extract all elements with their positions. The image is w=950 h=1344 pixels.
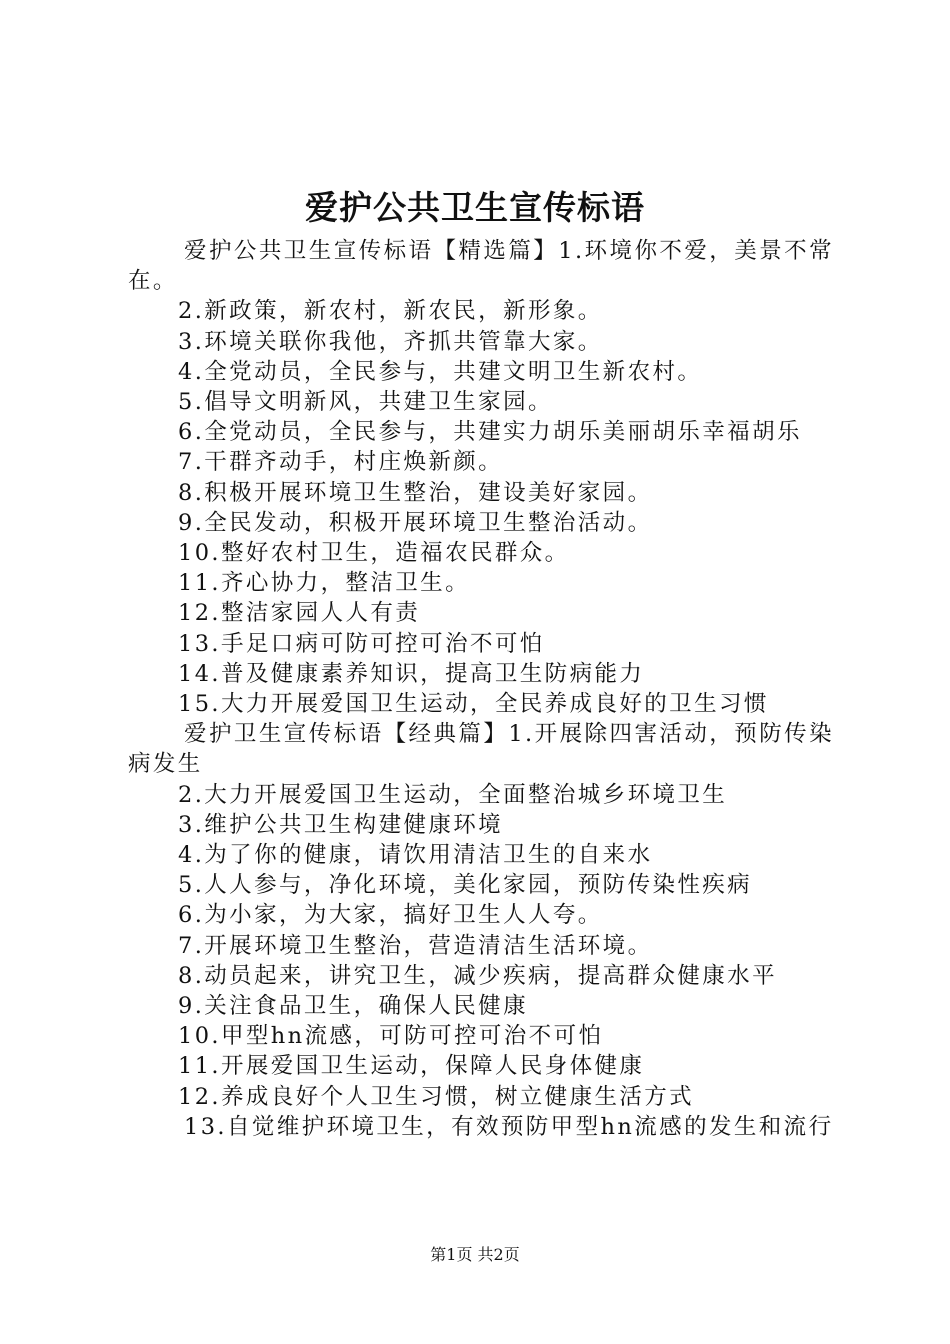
list-item: 6.全党动员，全民参与，共建实力胡乐美丽胡乐幸福胡乐 (178, 419, 802, 446)
list-item: 3.维护公共卫生构建健康环境 (178, 811, 504, 838)
list-item: 11.齐心协力，整洁卫生。 (178, 570, 470, 597)
list-item: 3.环境关联你我他，齐抓共管靠大家。 (178, 328, 603, 355)
list-item: 9.关注食品卫生，确保人民健康 (178, 993, 528, 1020)
list-item: 10.甲型hn流感，可防可控可治不可怕 (178, 1023, 604, 1050)
list-item: 5.倡导文明新风，共建卫生家园。 (178, 389, 553, 416)
list-item: 15.大力开展爱国卫生运动，全民养成良好的卫生习惯 (178, 691, 769, 718)
list-item: 12.养成良好个人卫生习惯，树立健康生活方式 (178, 1083, 695, 1110)
document-body (128, 236, 834, 1142)
list-item: 12.整洁家园人人有责 (178, 600, 421, 627)
page-footer: 第1页 共2页 (430, 1245, 520, 1264)
document-title: 爱护公共卫生宣传标语 (305, 188, 645, 227)
list-item: 5.人人参与，净化环境，美化家园，预防传染性疾病 (178, 872, 753, 899)
list-item: 13.手足口病可防可控可治不可怕 (178, 630, 545, 657)
list-item: 10.整好农村卫生，造福农民群众。 (178, 540, 570, 567)
list-item: 11.开展爱国卫生运动，保障人民身体健康 (178, 1053, 645, 1080)
list-item: 14.普及健康素养知识，提高卫生防病能力 (178, 660, 645, 687)
section2-intro: 爱护卫生宣传标语【经典篇】1.开展除四害活动，预防传染病发生 (128, 721, 834, 778)
list-item: 7.干群齐动手，村庄焕新颜。 (178, 449, 504, 476)
list-item: 4.全党动员，全民参与，共建文明卫生新农村。 (178, 358, 703, 385)
list-item: 2.新政策，新农村，新农民，新形象。 (178, 298, 603, 325)
list-item: 8.积极开展环境卫生整治，建设美好家园。 (178, 479, 653, 506)
list-item: 2.大力开展爱国卫生运动，全面整治城乡环境卫生 (178, 781, 728, 808)
list-item: 6.为小家，为大家，搞好卫生人人夸。 (178, 902, 603, 929)
list-item: 4.为了你的健康，请饮用清洁卫生的自来水 (178, 842, 653, 869)
list-item: 8.动员起来，讲究卫生，减少疾病，提高群众健康水平 (178, 962, 777, 989)
section2-last-item: 13.自觉维护环境卫生，有效预防甲型hn流感的发生和流行 (184, 1113, 834, 1140)
section1-intro: 爱护公共卫生宣传标语【精选篇】1.环境你不爱，美景不常在。 (128, 238, 834, 295)
list-item: 9.全民发动，积极开展环境卫生整治活动。 (178, 509, 653, 536)
list-item: 7.开展环境卫生整治，营造清洁生活环境。 (178, 932, 653, 959)
